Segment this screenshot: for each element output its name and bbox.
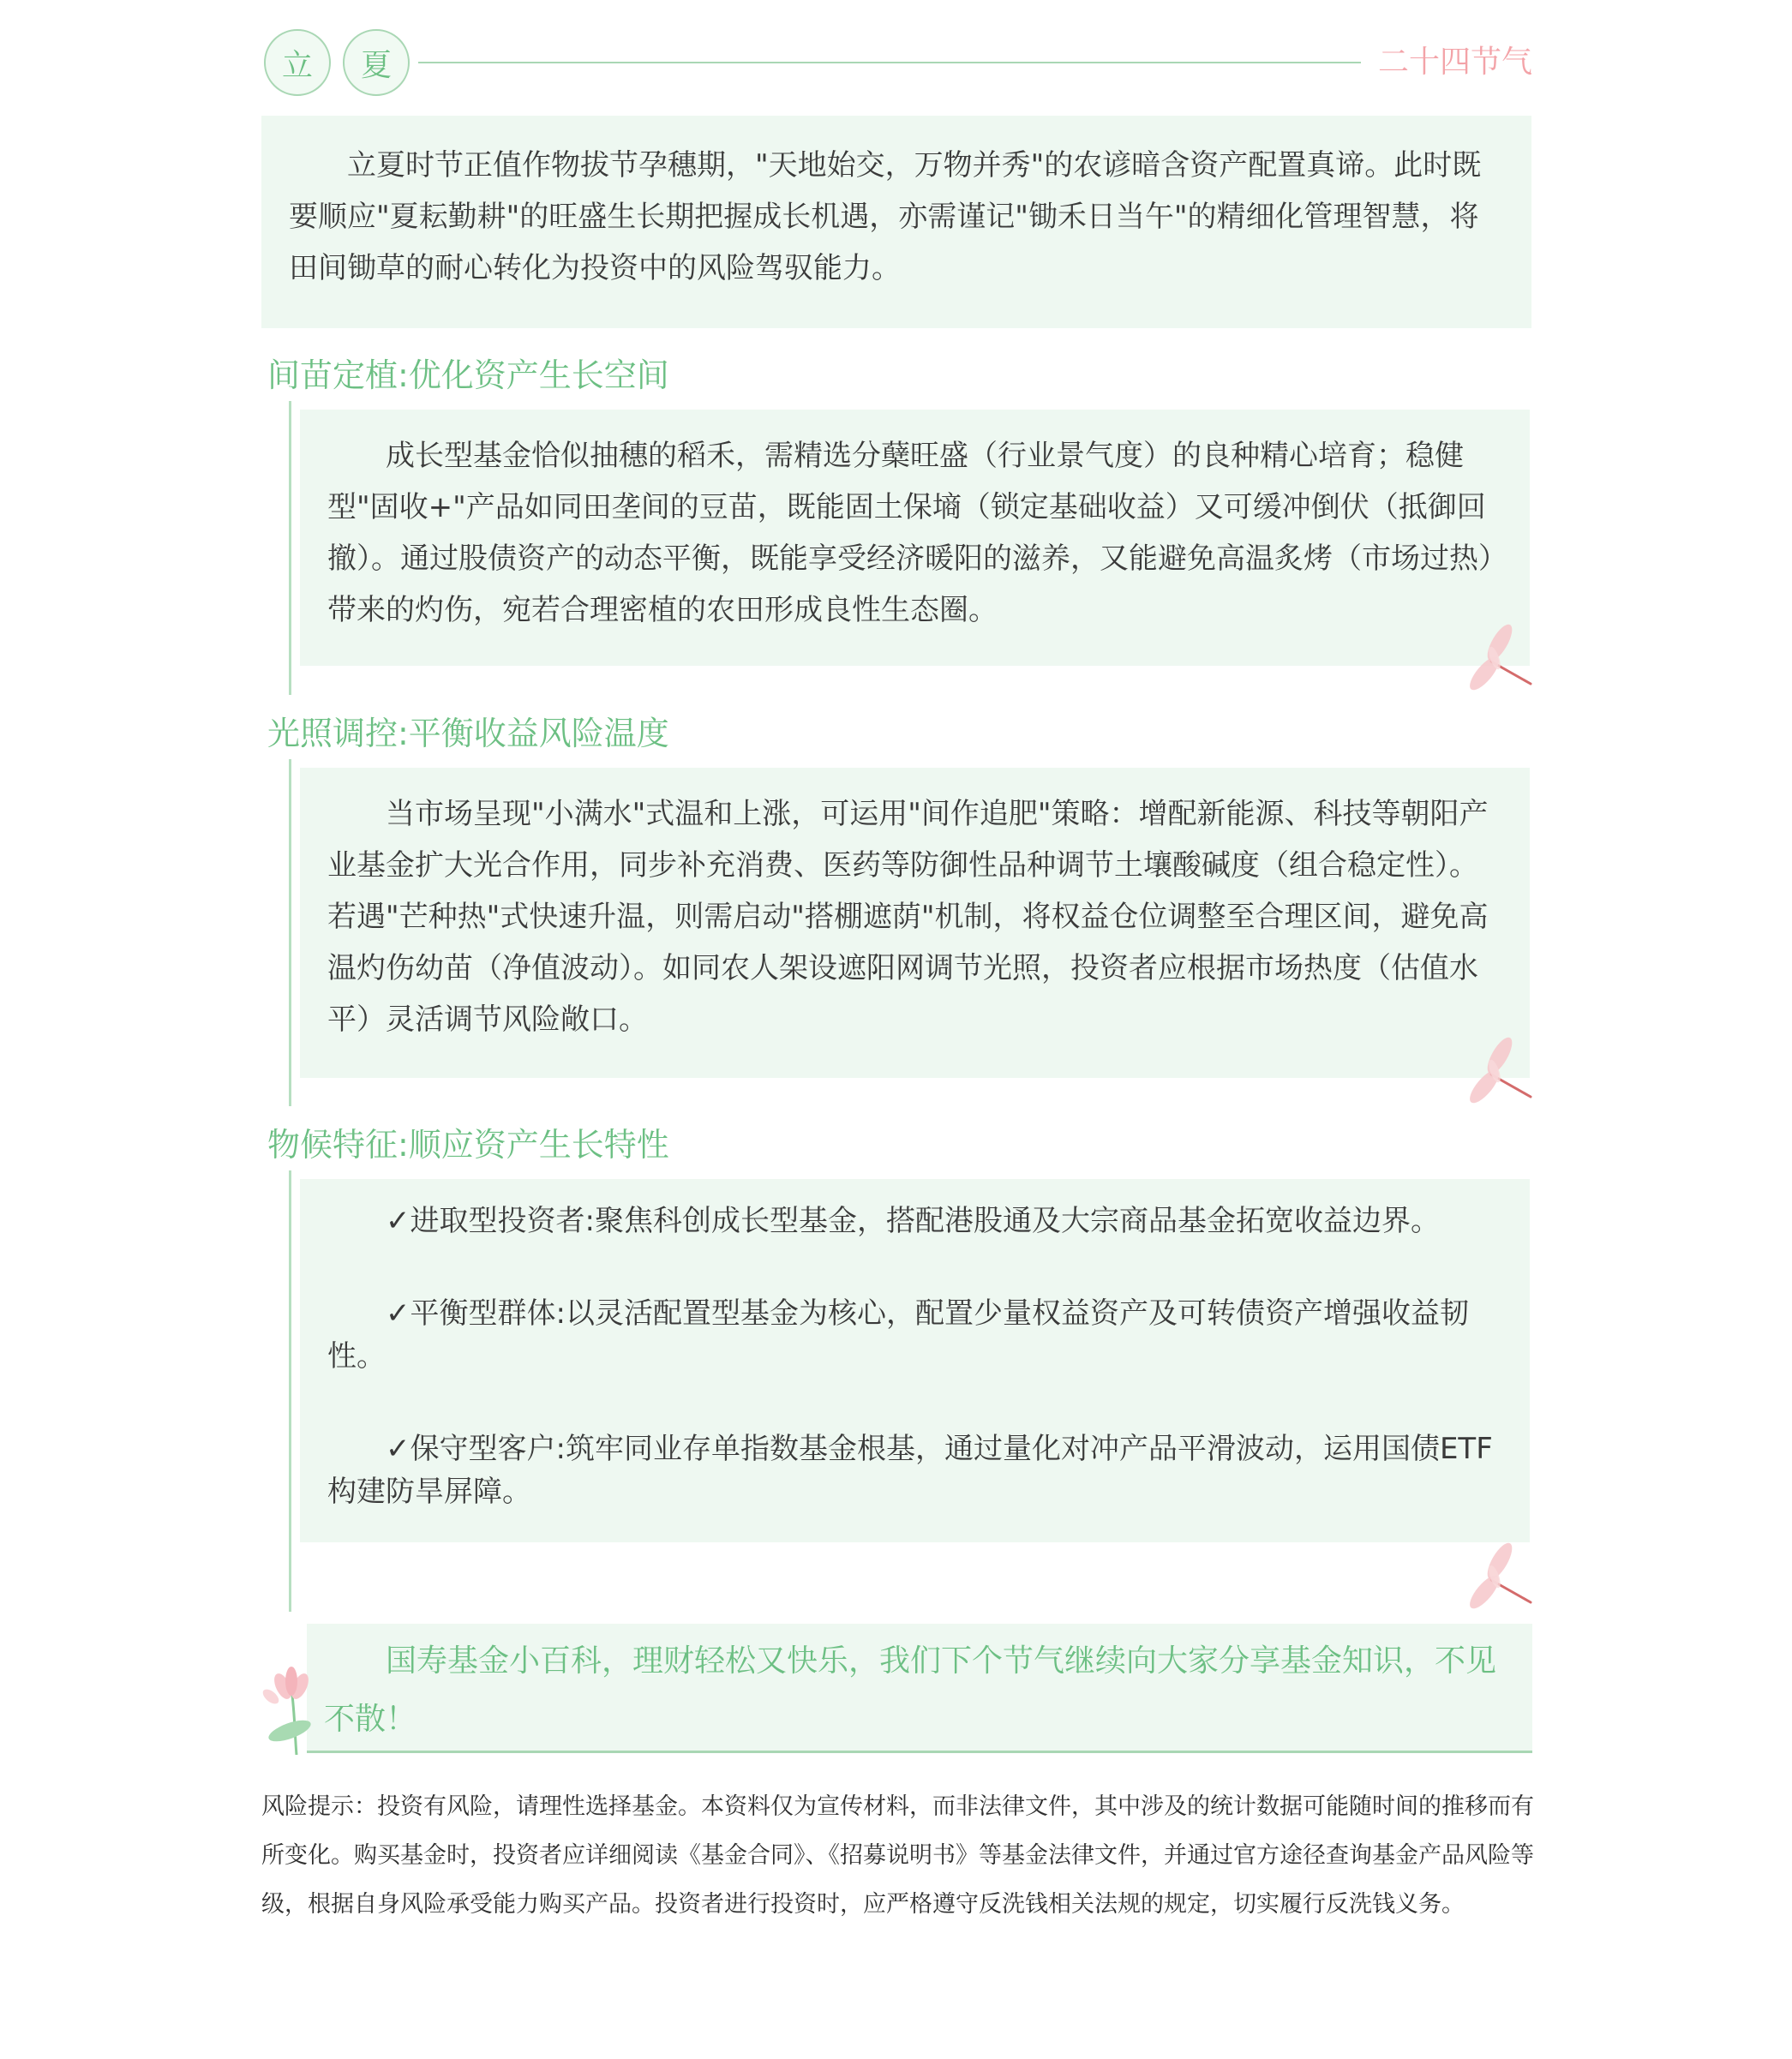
dragonfly-icon xyxy=(1467,1542,1534,1616)
closing-message: 国寿基金小百科，理财轻松又快乐，我们下个节气继续向大家分享基金知识，不见不散！ xyxy=(307,1624,1532,1751)
header-divider xyxy=(418,62,1361,63)
section-3-box xyxy=(300,1179,1530,1542)
title-char-circle-1: 立 xyxy=(264,29,331,96)
section-2-rule xyxy=(289,759,291,1106)
section-2-box xyxy=(300,768,1530,1078)
list-item-aggressive: ✓进取型投资者:聚焦科创成长型基金，搭配港股通及大宗商品基金拓宽收益边界。 xyxy=(386,1204,1440,1238)
section-2-paragraph: 当市场呈现"小满水"式温和上涨，可运用"间作追肥"策略：增配新能源、科技等朝阳产业基金扩大光合作用，同步补充消费、医药等防御性品种调节土壤酸碱度（组合稳定性）。若遇"芒种热"式快速升温，则需启动"搭棚遮荫"机制，将权益仓位调整至合理区间，避免高温灼伤幼苗（净值波动）。如同农人架设遮阳网调节光照，投资者应根据市场热度（估值水平）灵活调节风险敞口。 xyxy=(327,797,1489,1037)
section-3-rule xyxy=(289,1170,291,1612)
solar-terms-tag: 二十四节气 xyxy=(1377,45,1532,80)
section-1-paragraph: 成长型基金恰似抽穗的稻禾，需精选分蘖旺盛（行业景气度）的良种精心培育；稳健型"固收+"产品如同田垄间的豆苗，既能固土保墒（锁定基础收益）又可缓冲倒伏（抵御回撤）。通过股债资产的动态平衡，既能享受经济暖阳的滋养，又能避免高温炙烤（市场过热）带来的灼伤，宛若合理密植的农田形成良性生态圈。 xyxy=(327,439,1493,627)
section-title-1: 间苗定植:优化资产生长空间 xyxy=(267,356,669,394)
section-1-box xyxy=(300,410,1530,666)
dragonfly-icon xyxy=(1467,1037,1534,1110)
solar-term-header xyxy=(264,26,1532,99)
section-title-3: 物候特征:顺应资产生长特性 xyxy=(267,1126,669,1164)
section-title-2: 光照调控:平衡收益风险温度 xyxy=(267,715,669,752)
list-item-balanced: ✓平衡型群体:以灵活配置型基金为核心，配置少量权益资产及可转债资产增强收益韧性。 xyxy=(327,1296,1469,1374)
list-item-conservative: ✓保守型客户:筑牢同业存单指数基金根基，通过量化对冲产品平滑波动，运用国债ETF构建防旱屏障。 xyxy=(327,1432,1493,1509)
lotus-icon xyxy=(257,1662,326,1757)
title-char-circle-2: 夏 xyxy=(343,29,410,96)
dragonfly-icon xyxy=(1467,624,1534,697)
section-1-rule xyxy=(289,401,291,695)
closing-underline xyxy=(307,1751,1532,1753)
intro-paragraph: 立夏时节正值作物拔节孕穗期，"天地始交，万物并秀"的农谚暗含资产配置真谛。此时既要顺应"夏耘勤耕"的旺盛生长期把握成长机遇，亦需谨记"锄禾日当午"的精细化管理智慧，将田间锄草的耐心转化为投资中的风险驾驭能力。 xyxy=(261,116,1531,328)
risk-notice: 风险提示：投资有风险，请理性选择基金。本资料仅为宣传材料，而非法律文件，其中涉及的统计数据可能随时间的推移而有所变化。购买基金时，投资者应详细阅读《基金合同》、《招募说明书》等基金法律文件，并通过官方途径查询基金产品风险等级，根据自身风险承受能力购买产品。投资者进行投资时，应严格遵守反洗钱相关法规的规定，切实履行反洗钱义务。 xyxy=(261,1793,1534,1918)
